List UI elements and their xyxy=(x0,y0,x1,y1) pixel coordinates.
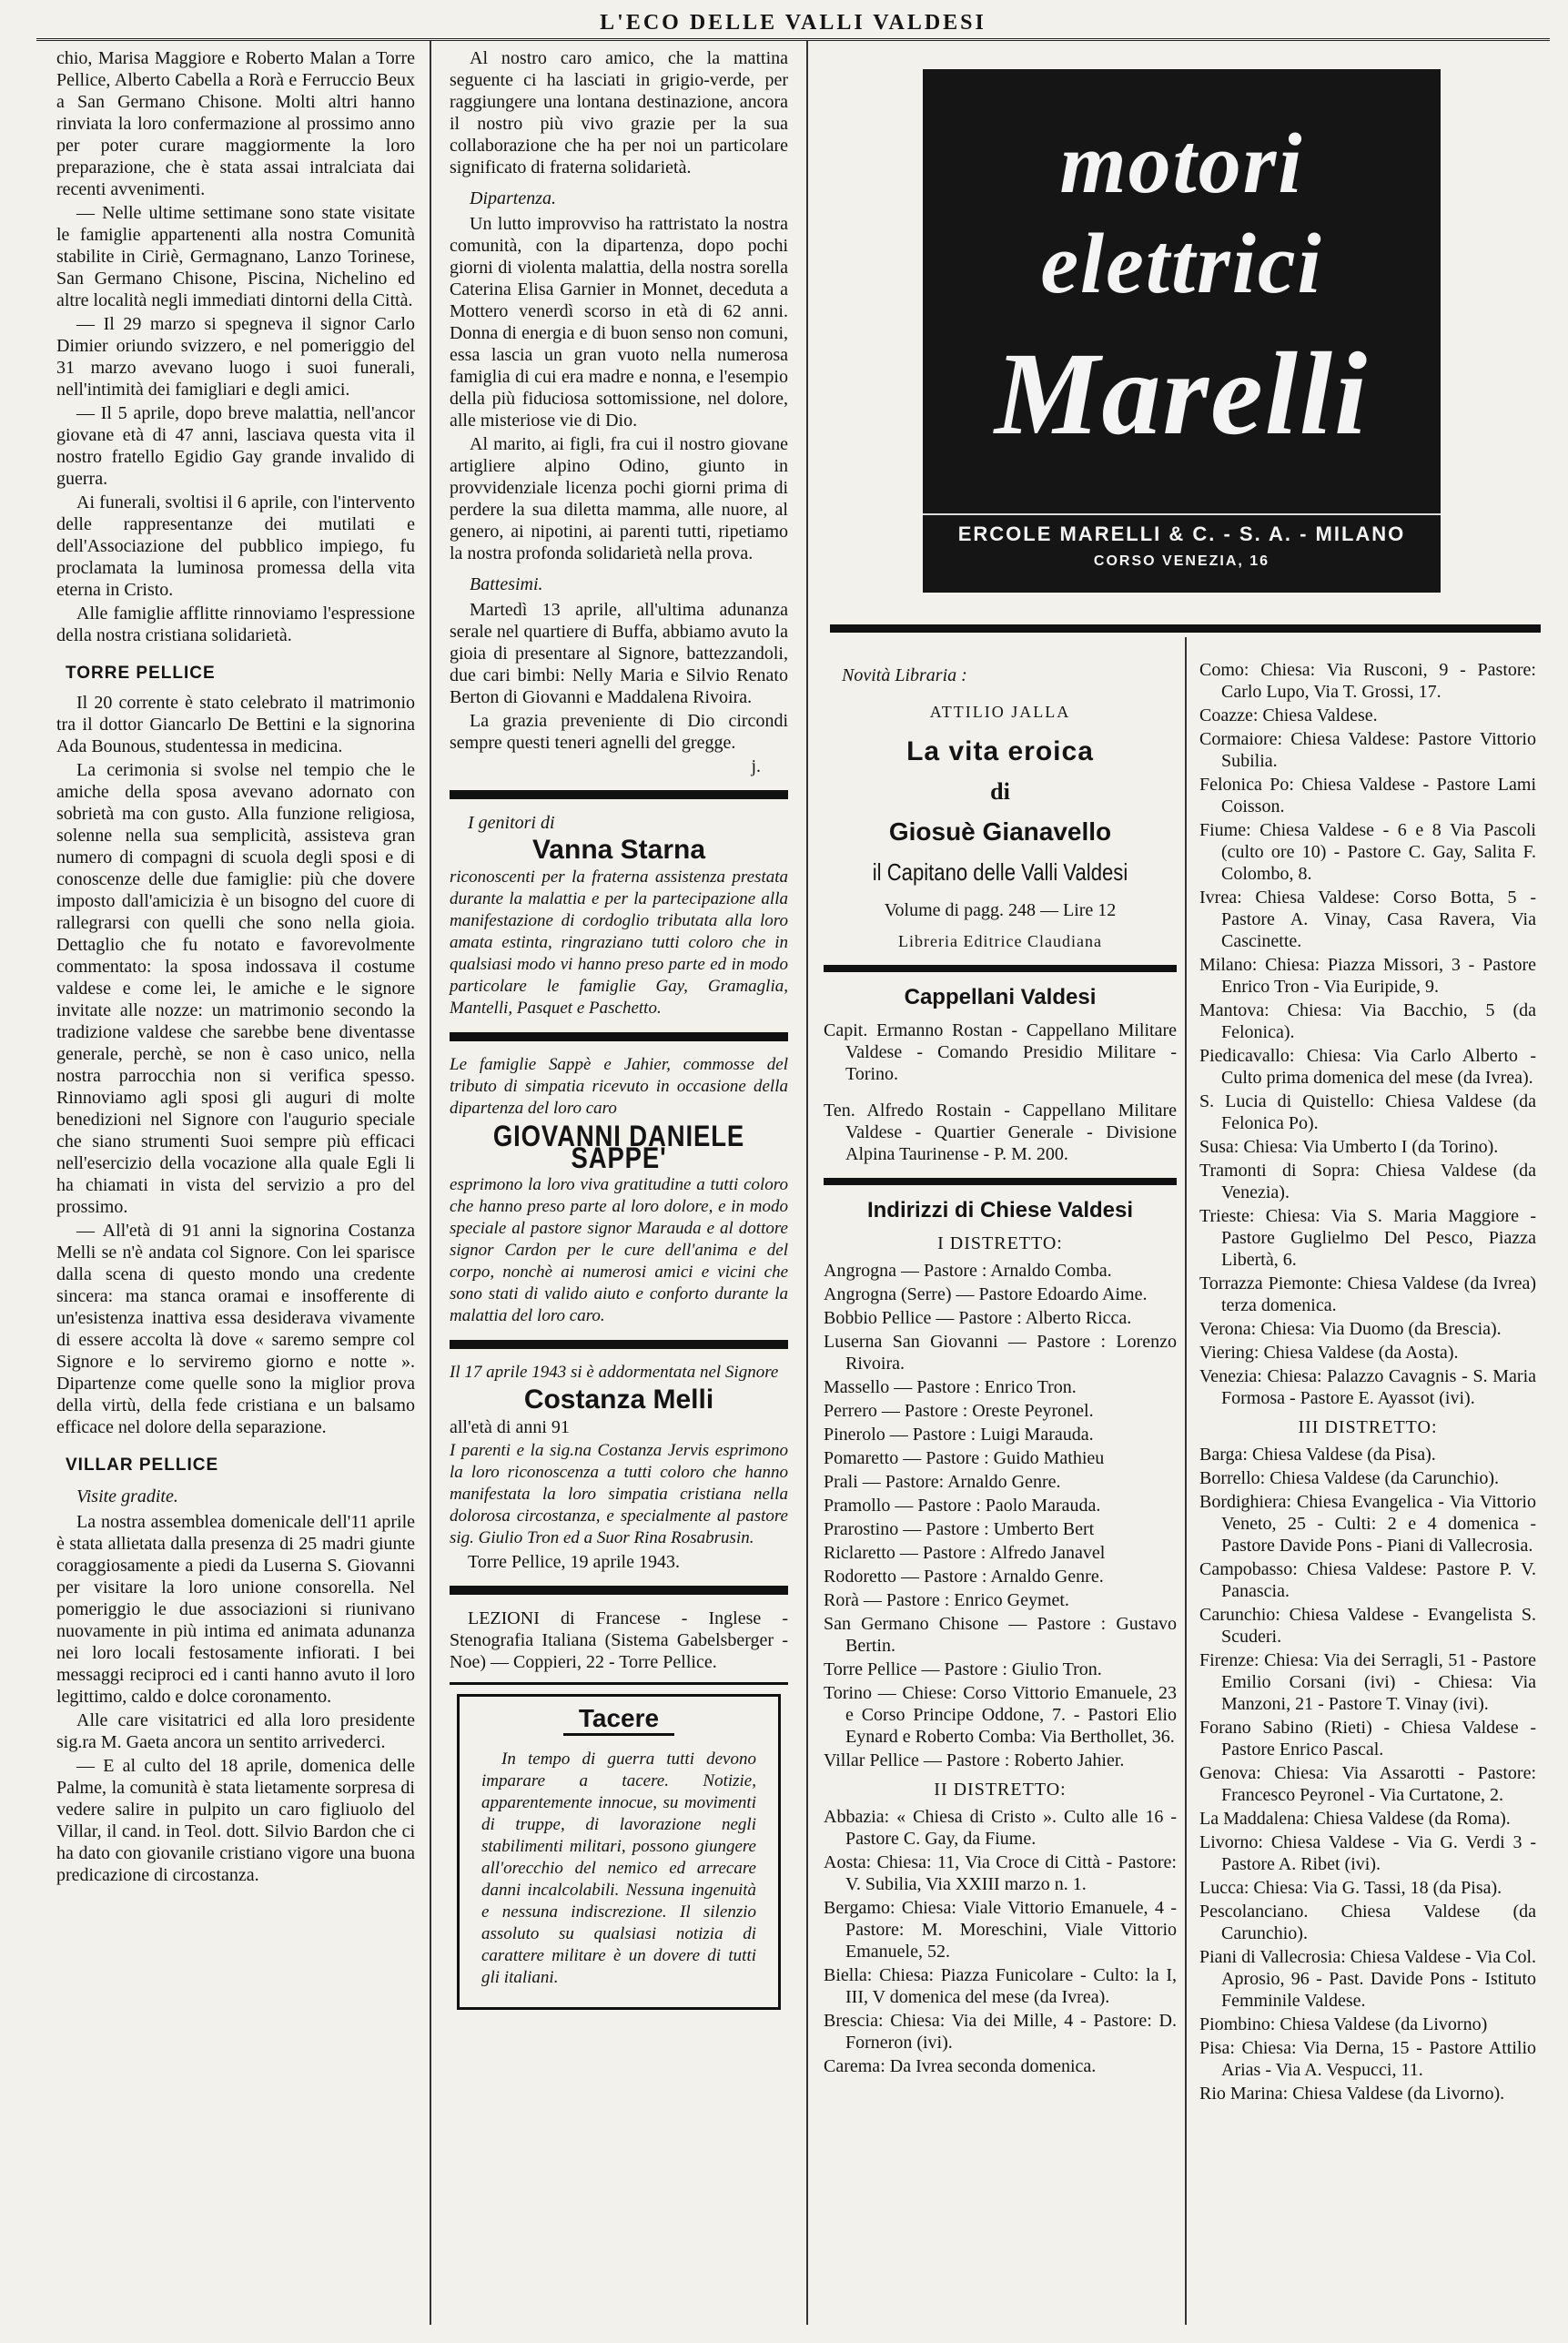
notice-sappe xyxy=(450,1054,788,1327)
church-entry: Pescolanciano. Chiesa Valdese (da Carunchio). xyxy=(1199,1902,1536,1943)
box-title: Tacere xyxy=(563,1708,674,1736)
church-entry: Torre Pellice — Pastore : Giulio Tron. xyxy=(824,1659,1102,1679)
church-entry: Verona: Chiesa: Via Duomo (da Brescia). xyxy=(1199,1319,1502,1339)
church-entry: Perrero — Pastore : Oreste Peyronel. xyxy=(824,1401,1094,1421)
district-1-list xyxy=(824,1260,1177,1771)
divider xyxy=(450,1340,788,1349)
paragraph: La grazia preveniente di Dio circondi sempre questi teneri agnelli del gregge. xyxy=(450,711,788,753)
notice-intro: Le famiglie Sappè e Jahier, commosse del tributo di simpatia ricevuto in occasione della dipartenza del loro caro xyxy=(450,1055,788,1118)
paragraph: Il 20 corrente è stato celebrato il matrimonio tra il dottor Giancarlo De Bettini e la signorina Ada Bounous, studentessa in medicina. xyxy=(56,693,415,756)
notice-name: Vanna Starna xyxy=(531,835,706,865)
paragraph: Alle famiglie afflitte rinnoviamo l'espressione della nostra cristiana solidarietà. xyxy=(56,604,415,645)
notice-place-date: Torre Pellice, 19 aprile 1943. xyxy=(468,1552,680,1572)
church-entry: Firenze: Chiesa: Via dei Serragli, 51 - Pastore Emilio Corsani (ivi) - Chiesa: Via Manzoni, 21 - Pastore T. Vinay (ivi). xyxy=(1199,1650,1536,1714)
church-entry: Pisa: Chiesa: Via Derna, 15 - Pastore Attilio Arias - Via A. Vespucci, 11. xyxy=(1199,2038,1536,2080)
church-entry: Genova: Chiesa: Via Assarotti - Pastore: Francesco Peyronel - Via Curtatone, 2. xyxy=(1199,1763,1536,1805)
church-entry: Como: Chiesa: Via Rusconi, 9 - Pastore: Carlo Lupo, Via T. Grossi, 17. xyxy=(1199,660,1536,702)
church-entry: Villar Pellice — Pastore : Roberto Jahier. xyxy=(824,1750,1125,1770)
church-entry: Piani di Vallecrosia: Chiesa Valdese - Via Col. Aprosio, 96 - Past. Davide Pons - Istituto Femminile Valdese. xyxy=(1199,1947,1536,2011)
church-entry: Venezia: Chiesa: Palazzo Cavagnis - S. Maria Formosa - Pastore E. Ayassot (ivi). xyxy=(1199,1366,1536,1408)
notice-text: esprimono la loro viva gratitudine a tutti coloro che hanno preso parte al loro dolore, e in modo speciale al pastore signor Marauda e al dottore signor Cardon per le cure dell'anima e del corpo, nonchè ai numerosi amici e vicini che sono stati di valido aiuto e conforto durante la malattia del loro caro. xyxy=(450,1175,788,1325)
church-entry: Angrogna — Pastore : Arnaldo Comba. xyxy=(824,1261,1112,1281)
addresses-heading: Indirizzi di Chiese Valdesi xyxy=(866,1198,1134,1222)
church-entry: Prarostino — Pastore : Umberto Bert xyxy=(824,1519,1095,1539)
church-entry: Bordighiera: Chiesa Evangelica - Via Vittorio Veneto, 25 - Culti: 2 e 4 domenica - Pastore Davide Pons - Piani di Vallecrosia. xyxy=(1199,1492,1536,1556)
church-entry: Torino — Chiese: Corso Vittorio Emanuele, 23 e Corso Principe Oddone, 7. - Pastori Elio Eynard e Roberto Comba: Via Berthollet, 36. xyxy=(824,1683,1177,1747)
paragraph: Martedì 13 aprile, all'ultima adunanza serale nel quartiere di Buffa, abbiamo avuto la gioia di presentare al Signore, battezzandoli, due cari bimbi: Nelly Maria e Silvio Renato Berton di Giovanni e Maddalena Rivoira. xyxy=(450,600,788,707)
church-entry: Rodoretto — Pastore : Arnaldo Genre. xyxy=(824,1567,1104,1587)
church-entry: Coazze: Chiesa Valdese. xyxy=(1199,705,1378,725)
book-subtitle: il Capitano delle Valli Valdesi xyxy=(872,858,1128,886)
subheading: Visite gradite. xyxy=(76,1486,178,1506)
column-rule xyxy=(430,41,431,2325)
church-entry: Campobasso: Chiesa Valdese: Pastore P. V. Panascia. xyxy=(1199,1559,1536,1601)
column-3 xyxy=(824,664,1177,2079)
church-entry: Massello — Pastore : Enrico Tron. xyxy=(824,1377,1077,1397)
paragraph: Alle care visitatrici ed alla loro presidente sig.ra M. Gaeta ancora un sentito arrivederci. xyxy=(56,1710,415,1752)
church-list xyxy=(1199,1444,1536,2105)
church-entry: Carunchio: Chiesa Valdese - Evangelista S. Scuderi. xyxy=(1199,1605,1536,1647)
divider xyxy=(450,1682,788,1685)
church-entry: Tramonti di Sopra: Chiesa Valdese (da Venezia). xyxy=(1199,1161,1536,1202)
district-heading: III DISTRETTO: xyxy=(1298,1417,1438,1437)
church-entry: S. Lucia di Quistello: Chiesa Valdese (da Felonica Po). xyxy=(1199,1091,1536,1133)
ad-company: ERCOLE MARELLI & C. - S. A. - MILANO xyxy=(957,522,1406,545)
church-entry: Brescia: Chiesa: Via dei Mille, 4 - Pastore: D. Forneron (ivi). xyxy=(824,2011,1177,2053)
notice-name: GIOVANNI DANIELE SAPPE' xyxy=(492,1120,745,1174)
church-entry: Pinerolo — Pastore : Luigi Marauda. xyxy=(824,1425,1094,1445)
paragraph: Un lutto improvviso ha rattristato la nostra comunità, con la dipartenza, dopo pochi giorni di violenta malattia, della nostra sorella Caterina Elisa Garnier in Monnet, deceduta a Mottero venerdì scorso in età di 62 anni. Donna di energia e di buon senso non comuni, essa lascia un gran vuoto nella numerosa famiglia di cui era madre e nonna, e l'esempio della più fiduciosa sottomissione, nel dolore, alle misteriose vie di Dio. xyxy=(450,214,788,431)
notice-intro: Il 17 aprile 1943 si è addormentata nel Signore xyxy=(450,1363,779,1382)
church-entry: Fiume: Chiesa Valdese - 6 e 8 Via Pascoli (culto ore 10) - Pastore C. Gay, Salita F. Colombo, 8. xyxy=(1199,820,1536,884)
church-entry: Biella: Chiesa: Piazza Funicolare - Culto: la I, III, V domenica del mese (da Ivrea). xyxy=(824,1965,1177,2007)
divider xyxy=(450,790,788,799)
chaplain-entry: Capit. Ermanno Rostan - Cappellano Militare Valdese - Comando Presidio Militare - Torino. xyxy=(824,1020,1177,1084)
church-entry: Bobbio Pellice — Pastore : Alberto Ricca. xyxy=(824,1308,1132,1328)
church-entry: La Maddalena: Chiesa Valdese (da Roma). xyxy=(1199,1809,1511,1829)
district-heading: II DISTRETTO: xyxy=(934,1780,1067,1800)
paragraph: Al nostro caro amico, che la mattina seguente ci ha lasciati in grigio-verde, per raggiungere una lontana destinazione, ancora il nostro più vivo grazie per la sua collaborazione che ha per noi un particolare significato di fraterna solidarietà. xyxy=(450,48,788,178)
church-entry: Riclaretto — Pastore : Alfredo Janavel xyxy=(824,1543,1106,1563)
section-heading: TORRE PELLICE xyxy=(66,664,216,683)
divider xyxy=(824,1178,1177,1185)
paragraph: — Il 5 aprile, dopo breve malattia, nell'ancor giovane età di 47 anni, lasciava questa vita il nostro fratello Egidio Gay grande invalido di guerra. xyxy=(56,403,415,489)
box-text: In tempo di guerra tutti devono imparare a tacere. Notizie, apparentemente innocue, su movimenti di truppe, di lavorazione negli stabilimenti militari, possono giungere all'orecchio del nemico ed arrecare danni incalcolabili. Nessuna ingenuità e nessuna indiscrezione. Il silenzio assoluto su qualsiasi notizia di carattere militare è un dovere di tutti gli italiani. xyxy=(481,1750,756,1987)
ad-word: elettrici xyxy=(1040,217,1323,311)
paragraph: — E al culto del 18 aprile, domenica delle Palme, la comunità è stata lietamente sorpresa di vedere salire in pulpito un caro figliuolo del Villar, il cand. in Teol. dott. Silvio Bardon che ci ha dato con giovanile cristiano vigore una buona predicazione di circostanza. xyxy=(56,1756,415,1885)
column-2 xyxy=(450,47,788,2019)
notice-age: all'età di anni 91 xyxy=(450,1417,570,1437)
paragraph: — All'età di 91 anni la signorina Costanza Melli se n'è andata col Signore. Con lei sparisce dalla scena di questo mondo una credente sincera: ma stanca oramai e insofferente di un'esistenza inattiva essa desiderava vivamente di essere accolta là dove « saremo sempre col Signore e lo serviremo giorno e notte ». Dipartenze come quelle sono la miglior prova della virtù, della fede cristiana e un balsamo efficace nel dolore della separazione. xyxy=(56,1221,415,1437)
book-publisher: Libreria Editrice Claudiana xyxy=(898,932,1102,950)
church-entry: Susa: Chiesa: Via Umberto I (da Torino). xyxy=(1199,1137,1499,1157)
book-author: ATTILIO JALLA xyxy=(929,703,1071,721)
church-entry: Aosta: Chiesa: 11, Via Croce di Città - Pastore: V. Subilia, Via XXIII marzo n. 1. xyxy=(824,1852,1177,1894)
paragraph: — Il 29 marzo si spegneva il signor Carlo Dimier oriundo svizzero, e nel pomeriggio del 31 marzo avevano luogo i suoi funerali, nell'intimità dei famigliari e degli amici. xyxy=(56,314,415,400)
ad-address: CORSO VENEZIA, 16 xyxy=(1093,553,1270,569)
church-entry: Trieste: Chiesa: Via S. Maria Maggiore - Pastore Guglielmo Del Pesco, Piazza Libertà, 6. xyxy=(1199,1206,1536,1270)
church-entry: Pramollo — Pastore : Paolo Marauda. xyxy=(824,1496,1101,1516)
paragraph: — Nelle ultime settimane sono state visitate le famiglie appartenenti alla nostra Comunità stabilite in Ciriè, Germagnano, Lanzo Torinese, San Germano Chisone, Piscina, Nichelino ed altre località negli immediati dintorni della Città. xyxy=(56,203,415,310)
district-2-list xyxy=(824,1806,1177,2077)
chaplains-heading: Cappellani Valdesi xyxy=(904,985,1097,1009)
paragraph: Al marito, ai figli, fra cui il nostro giovane artigliere alpino Odino, giunto in provvidenziale licenza pochi giorni prima di perdere la sua diletta mamma, alle nuore, al genero, ai nipotini, ai parenti tutti, ripetiamo la nostra profonda solidarietà nella prova. xyxy=(450,434,788,563)
church-entry: Abbazia: « Chiesa di Cristo ». Culto alle 16 - Pastore C. Gay, da Fiume. xyxy=(824,1807,1177,1849)
paragraph: chio, Marisa Maggiore e Roberto Malan a Torre Pellice, Alberto Cabella a Rorà e Ferruccio Beux a San Germano Chisone. Molti altri hanno rinviata la loro confermazione al prossimo anno per poter curare maggiormente la loro preparazione, che è stata assai intralciata dai recenti avvenimenti. xyxy=(56,48,415,199)
book-title: di xyxy=(990,778,1010,805)
notice-text: I parenti e la sig.na Costanza Jervis esprimono la loro riconoscenza a tutti coloro che hanno manifestata la loro simpatia cristiana nella dolorosa circostanza, e specialmente al pastore sig. Giulio Tron ed a Suor Rina Rosabrusin. xyxy=(450,1441,788,1547)
church-entry: Pomaretto — Pastore : Guido Mathieu xyxy=(824,1448,1105,1468)
church-entry: Lucca: Chiesa: Via G. Tassi, 18 (da Pisa). xyxy=(1199,1878,1502,1898)
column-4 xyxy=(1199,659,1536,2106)
church-entry: Bergamo: Chiesa: Viale Vittorio Emanuele, 4 - Pastore: M. Moreschini, Viale Vittorio Emanuele, 52. xyxy=(824,1898,1177,1962)
paragraph: La nostra assemblea domenicale dell'11 aprile è stata allietata dalla presenza di 25 madri giunte coraggiosamente a piedi da Luserna S. Giovanni per visitare la loro unione consorella. Nel pomeriggio le due associazioni si riunivano nuovamente in più intima ed animata adunanza nei loro locali festosamente infiorati. I bei messaggi reciproci ed i canti hanno avuto il loro legittimo, caldo e dolce coronamento. xyxy=(56,1512,415,1707)
ad-divider xyxy=(923,513,1441,515)
church-list xyxy=(1199,659,1536,1409)
church-entry: Barga: Chiesa Valdese (da Pisa). xyxy=(1199,1445,1436,1465)
column-rule xyxy=(1185,637,1187,2325)
church-entry: Forano Sabino (Rieti) - Chiesa Valdese - Pastore Enrico Pascal. xyxy=(1199,1718,1536,1760)
church-entry: Piombino: Chiesa Valdese (da Livorno) xyxy=(1199,2014,1488,2034)
church-entry: Luserna San Giovanni — Pastore : Lorenzo Rivoira. xyxy=(824,1332,1177,1374)
church-entry: Angrogna (Serre) — Pastore Edoardo Aime. xyxy=(824,1284,1148,1304)
marelli-advertisement xyxy=(923,69,1441,593)
church-entry: Cormaiore: Chiesa Valdese: Pastore Vittorio Subilia. xyxy=(1199,729,1536,771)
subheading: Battesimi. xyxy=(470,574,543,594)
church-entry: Felonica Po: Chiesa Valdese - Pastore Lami Coisson. xyxy=(1199,775,1536,816)
district-heading: I DISTRETTO: xyxy=(937,1233,1063,1253)
book-volume: Volume di pagg. 248 — Lire 12 xyxy=(884,900,1117,920)
paragraph: Ai funerali, svoltisi il 6 aprile, con l'intervento delle rappresentanze dei mutilati e dell'Associazione del pubblico impiego, fu proclamata la luminosa promessa della vita eterna in Cristo. xyxy=(56,492,415,600)
column-rule xyxy=(806,41,808,2325)
divider xyxy=(830,624,1541,633)
chaplain-entry: Ten. Alfredo Rostain - Cappellano Militare Valdese - Quartier Generale - Divisione Alpina Taurinense - P. M. 200. xyxy=(824,1100,1177,1164)
church-entry: Livorno: Chiesa Valdese - Via G. Verdi 3 - Pastore A. Ribet (ivi). xyxy=(1199,1832,1536,1874)
church-entry: Rorà — Pastore : Enrico Geymet. xyxy=(824,1590,1069,1610)
church-entry: Ivrea: Chiesa Valdese: Corso Botta, 5 - Pastore A. Vinay, Casa Ravera, Via Cascinette. xyxy=(1199,888,1536,951)
book-announcement xyxy=(824,664,1177,952)
ad-brand: Marelli xyxy=(994,329,1370,460)
church-entry: Prali — Pastore: Arnaldo Genre. xyxy=(824,1472,1061,1492)
church-entry: Piedicavallo: Chiesa: Via Carlo Alberto - Culto prima domenica del mese (da Ivrea). xyxy=(1199,1046,1536,1088)
notice-name: Costanza Melli xyxy=(523,1384,714,1415)
paragraph: La cerimonia si svolse nel tempio che le amiche della sposa avevano adornato con sobrietà ma con gusto. Alla funzione religiosa, solenne nella sua semplicità, assisteva gran numero di compagni di scuola degli sposi e di conoscenze delle due famiglie: più che dovere imposto dall'amicizia è un bisogno del cuore di rallegrarsi con quelli che sono nella gioia. Dettaglio che fu notato e favorevolmente commentato: la sposa indossava il costume valdese e come lei, le amiche e le signore invitate alle nozze: un matrimonio secondo la tradizione valdese che sarebbe bene diventasse generale, perchè, se non è caso unico, nella nostra parrocchia non si verifica spesso. Rinnoviamo agli sposi gli auguri di molte benedizioni nel Signore con l'augurio speciale che siano strumenti Suoi sempre più efficaci nell'esercizio della vocazione alla quale Egli li ha chiamati in vista del servizio a pro del prossimo. xyxy=(56,760,415,1217)
subheading: Dipartenza. xyxy=(470,188,556,208)
notice-text: riconoscenti per la fraterna assistenza prestata durante la malattia e per la partecipazione alla manifestazione di cordoglio tributata alla loro amata estinta, ringraziano tutti coloro che in qualsiasi modo vi hanno preso parte ed in modo particolare le famiglie Gay, Gramaglia, Mantelli, Pasquet e Paschetto. xyxy=(450,867,788,1018)
church-entry: San Germano Chisone — Pastore : Gustavo Bertin. xyxy=(824,1614,1177,1656)
church-entry: Milano: Chiesa: Piazza Missori, 3 - Pastore Enrico Tron - Via Euripide, 9. xyxy=(1199,955,1536,997)
ad-word: motori xyxy=(1059,117,1304,211)
divider xyxy=(450,1586,788,1595)
tacere-box xyxy=(457,1694,781,2010)
book-label: Novità Libraria : xyxy=(842,665,967,685)
notice-intro: I genitori di xyxy=(468,813,555,833)
church-entry: Borrello: Chiesa Valdese (da Carunchio). xyxy=(1199,1468,1499,1488)
church-entry: Mantova: Chiesa: Via Bacchio, 5 (da Felonica). xyxy=(1199,1000,1536,1042)
book-title: Giosuè Gianavello xyxy=(888,817,1112,846)
column-1 xyxy=(56,47,415,1888)
divider xyxy=(824,965,1177,972)
notice-melli xyxy=(450,1362,788,1573)
section-heading: VILLAR PELLICE xyxy=(66,1456,219,1475)
church-entry: Viering: Chiesa Valdese (da Aosta). xyxy=(1199,1343,1459,1363)
notice-starna xyxy=(450,812,788,1019)
divider xyxy=(450,1032,788,1041)
masthead: L'ECO DELLE VALLI VALDESI xyxy=(36,7,1550,41)
church-entry: Torrazza Piemonte: Chiesa Valdese (da Ivrea) terza domenica. xyxy=(1199,1273,1536,1315)
signature: j. xyxy=(751,756,761,776)
church-entry: Carema: Da Ivrea seconda domenica. xyxy=(824,2056,1097,2076)
church-entry: Rio Marina: Chiesa Valdese (da Livorno). xyxy=(1199,2084,1505,2104)
book-title: La vita eroica xyxy=(906,736,1094,766)
lessons-ad: LEZIONI di Francese - Inglese - Stenografia Italiana (Sistema Gabelsberger - Noe) — Coppieri, 22 - Torre Pellice. xyxy=(450,1608,788,1672)
